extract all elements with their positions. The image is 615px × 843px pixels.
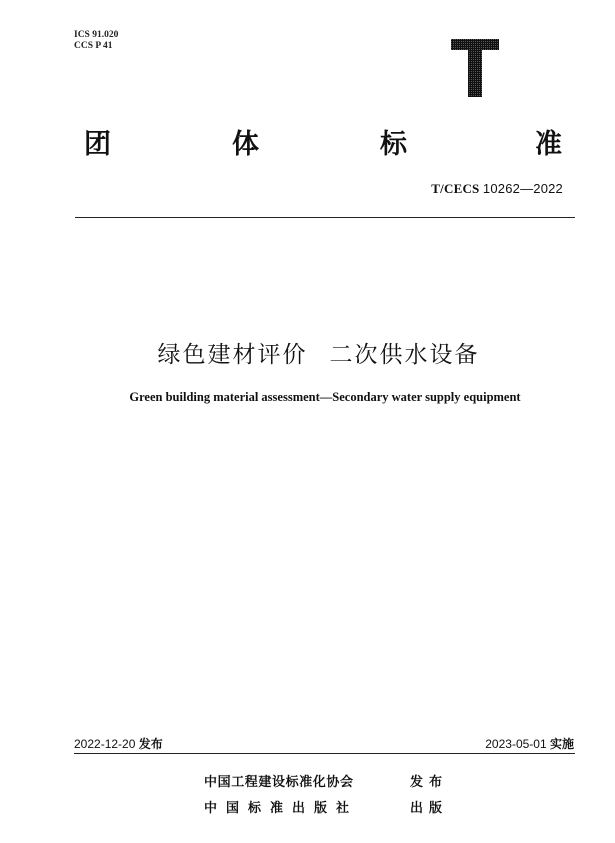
standard-number-prefix: T/CECS — [431, 181, 480, 196]
ccs-code: CCS P 41 — [74, 41, 113, 51]
bottom-divider — [74, 753, 575, 754]
issue-date — [74, 735, 163, 752]
issuing-organization: 中国工程建设标准化协会 — [204, 775, 354, 790]
standard-type-char: 团 — [84, 129, 111, 160]
issue-date-value: 2022-12-20 — [74, 737, 136, 751]
issuing-organization-role: 发布 — [410, 775, 449, 790]
standard-type-char: 标 — [380, 129, 407, 160]
ics-code: ICS 91.020 — [74, 30, 119, 40]
classification-codes — [74, 30, 118, 52]
chinese-title-part2: 二次供水设备 — [329, 342, 480, 368]
chinese-title-part1: 绿色建材评价 — [157, 342, 308, 368]
english-title: Green building material assessment—Secondary water supply equipment — [129, 390, 521, 404]
standard-type-char: 准 — [535, 129, 562, 160]
standard-type-char: 体 — [232, 129, 259, 160]
implementation-date-label: 实施 — [549, 737, 574, 751]
publishing-house: 中国标准出版社 — [204, 801, 359, 816]
standard-number — [431, 181, 563, 197]
group-standard-t-logo — [451, 39, 499, 97]
implementation-date-value: 2023-05-01 — [485, 737, 547, 751]
standard-type-heading — [84, 122, 566, 158]
publishing-house-role: 出版 — [410, 801, 449, 816]
issue-date-label: 发布 — [138, 737, 163, 751]
top-divider — [75, 217, 575, 218]
implementation-date — [485, 735, 574, 752]
standard-number-value: 10262—2022 — [482, 181, 563, 196]
chinese-title — [0, 336, 615, 369]
